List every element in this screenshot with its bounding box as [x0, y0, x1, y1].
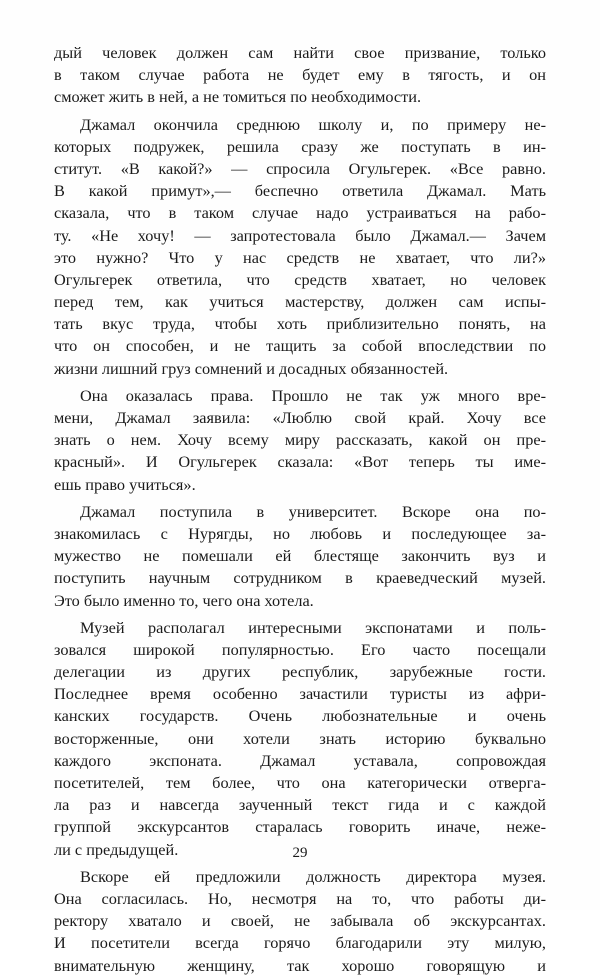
text-line: зовался широкой популярностью. Его часто посещали [54, 639, 546, 659]
text-line: внимательную женщину, так хорошо говорящую и [54, 955, 546, 975]
text-line: Джамал поступила в университет. Вскоре она по- [80, 501, 546, 521]
text-line: Последнее время особенно зачастили туристы из афри- [54, 684, 546, 704]
text-line: Джамал окончила среднюю школу и, по примеру не- [80, 114, 546, 134]
text-line: Музей располагал интересными экспонатами и поль- [80, 617, 546, 637]
text-line: знать о нем. Хочу всему миру рассказать, какой он пре- [54, 430, 546, 450]
text-line: тать вкус труда, чтобы хоть приблизительно понять, на [54, 314, 546, 334]
text-line: сможет жить в ней, а не томиться по необходимости. [54, 87, 422, 107]
text-line: посетителей, тем более, что она категорически отверга- [54, 773, 546, 792]
paragraph [54, 114, 546, 380]
text-line: красный». И Огульгерек сказала: «Вот теперь ты име- [54, 452, 546, 472]
text-line: которых подружек, решила сразу же поступать в ин- [54, 136, 546, 156]
text-line: мужество не помешали ей блестяще закончить вуз и [54, 546, 546, 566]
text-line: группой экскурсантов старалась говорить иначе, неже- [54, 817, 546, 837]
paragraph [54, 385, 546, 496]
text-line: ла раз и навсегда заученный текст гида и с каждой [54, 795, 546, 815]
text-line: ститут. «В какой?» — спросила Огульгерек. «Все равно. [54, 158, 546, 178]
text-line: дый человек должен сам найти свое призвание, только [54, 43, 546, 62]
text-line: ли с предыдущей. [54, 839, 179, 859]
text-line: ту. «Не хочу! — запротестовала было Джамал.— Зачем [54, 225, 546, 245]
text-line: Она оказалась права. Прошло не так уж много вре- [80, 385, 546, 405]
text-line: поступить научным сотрудником в краеведческий музей. [54, 568, 546, 588]
text-line: Вскоре ей предложили должность директора музея. [80, 866, 546, 886]
text-line: ешь право учиться». [54, 474, 196, 494]
text-line: В какой примут»,— беспечно ответила Джамал. Мать [54, 181, 546, 201]
text-line: знакомилась с Нурягды, но любовь и последующее за- [54, 523, 546, 543]
text-line: восторженные, они хотели знать историю буквально [54, 728, 546, 748]
paragraph [54, 501, 546, 612]
text-line: каждого экспоната. Джамал уставала, сопровождая [54, 750, 546, 770]
paragraph [54, 42, 546, 109]
page-number: 29 [292, 845, 308, 861]
text-line: это нужно? Что у нас средств не хватает, что ли?» [54, 247, 546, 267]
text-line: ректору хватало и своей, не забывала об экскурсантах. [54, 911, 546, 931]
text-line: в таком случае работа не будет ему в тягость, и он [54, 65, 546, 85]
body-text [54, 42, 546, 977]
paragraph [54, 866, 546, 977]
text-line: сказала, что в таком случае надо устраиваться на рабо- [54, 203, 546, 223]
text-line: мени, Джамал заявила: «Люблю свой край. Хочу все [54, 408, 546, 427]
text-line: канских государств. Очень любознательные и очень [54, 706, 546, 726]
text-line: жизни лишний груз сомнений и досадных обязанностей. [54, 358, 449, 378]
text-line: И посетители всегда горячо благодарили эту милую, [54, 933, 546, 953]
text-line: перед тем, как учиться мастерству, должен сам испы- [54, 292, 546, 312]
text-line: Это было именно то, чего она хотела. [54, 590, 314, 610]
text-line: делегации из других республик, зарубежные гости. [54, 662, 546, 682]
text-line: что он способен, и не тащить за собой впоследствии по [54, 336, 546, 356]
paragraph [54, 617, 546, 861]
text-line: Огульгерек ответила, что средств хватает, но человек [54, 269, 546, 289]
text-line: Она согласилась. Но, несмотря на то, что работы ди- [54, 888, 546, 908]
